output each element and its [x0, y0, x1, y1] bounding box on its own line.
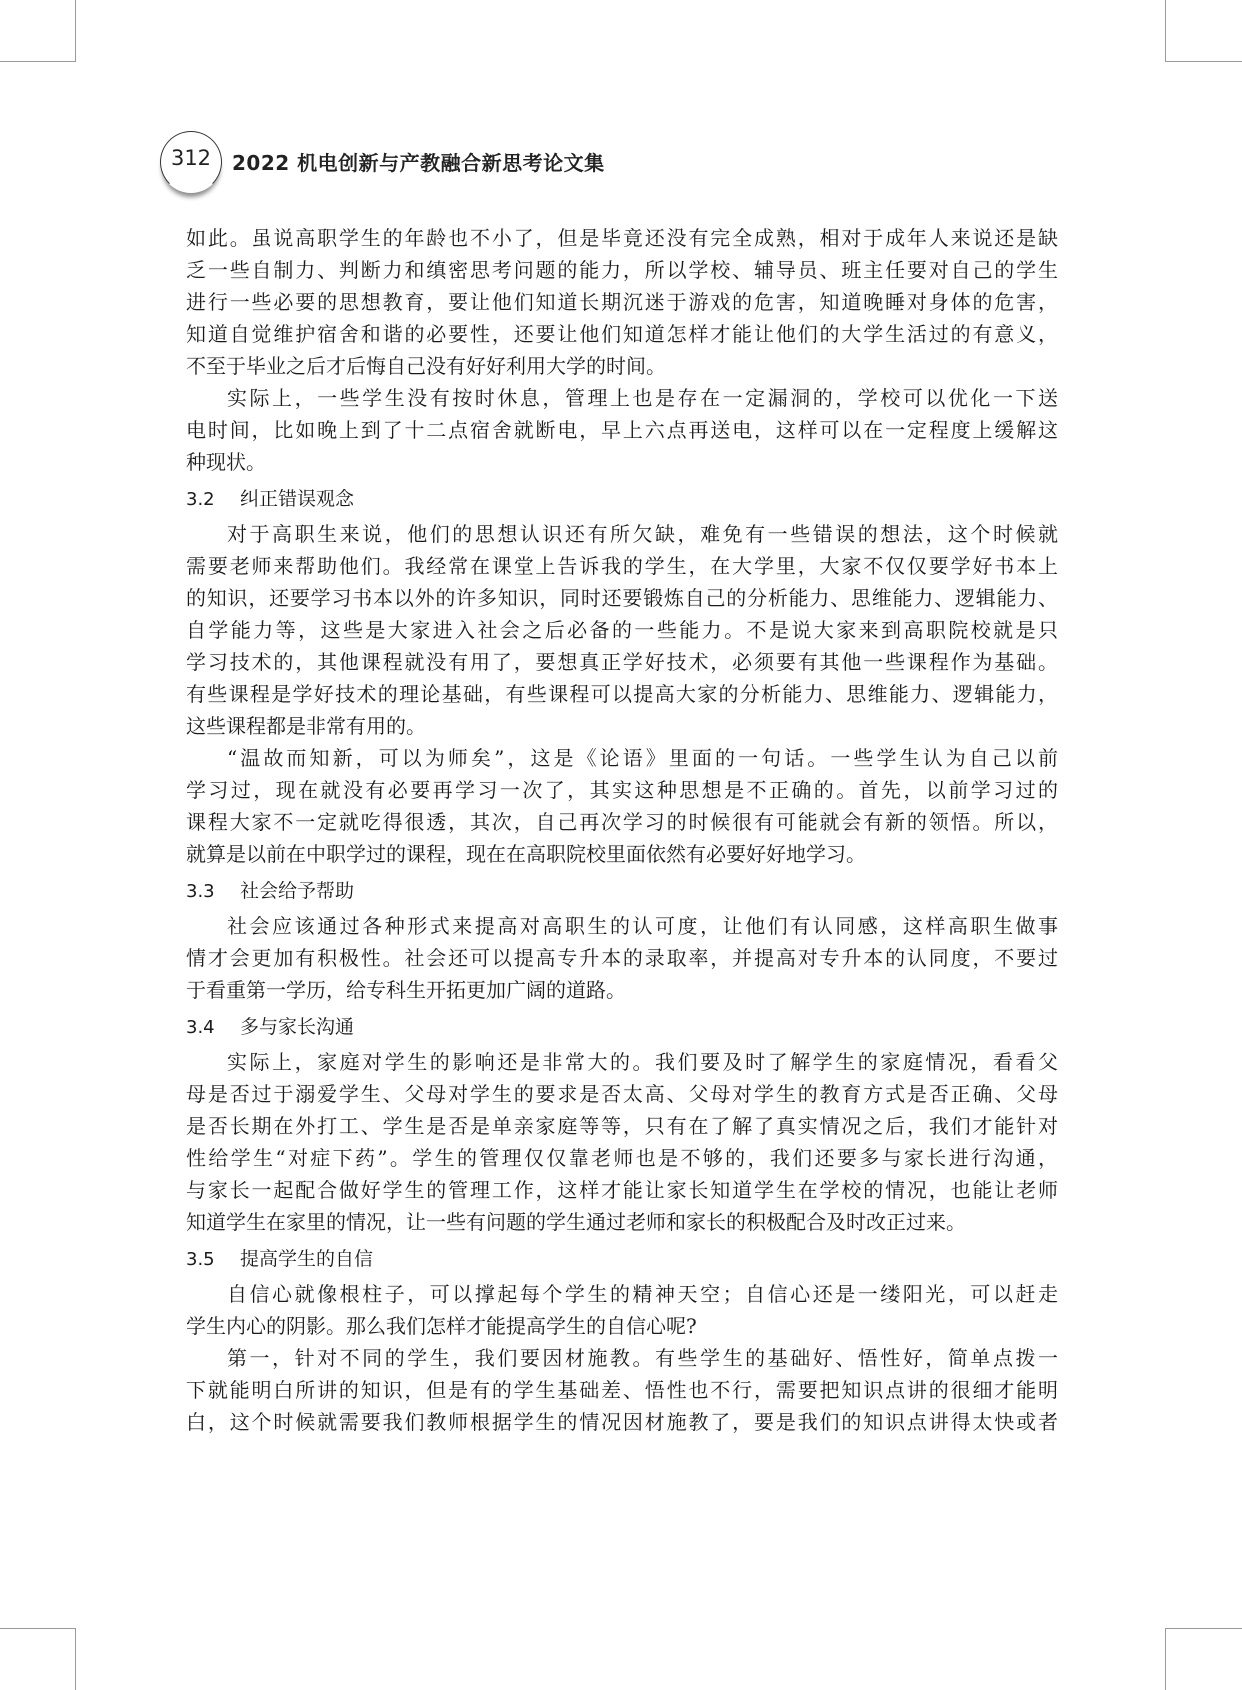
paragraph [186, 222, 1058, 382]
crop-mark [1165, 1628, 1166, 1690]
running-header [160, 131, 1060, 201]
text-line: 第一，针对不同的学生，我们要因材施教。有些学生的基础好、悟性好，简单点拨一 [227, 1346, 1058, 1370]
paragraph [186, 518, 1058, 742]
paragraph [186, 382, 1058, 478]
paragraph [186, 1342, 1058, 1438]
section-heading [186, 1238, 1058, 1278]
section-number: 3.4 [186, 1017, 215, 1038]
paragraph [186, 1046, 1058, 1238]
text-line: 学习过，现在就没有必要再学习一次了，其实这种思想是不正确的。首先，以前学习过的 [186, 778, 1058, 802]
text-line: 种现状。 [186, 450, 266, 474]
paragraph [186, 742, 1058, 870]
section-heading [186, 478, 1058, 518]
body-text [186, 222, 1058, 1438]
text-line: 自学能力等，这些是大家进入社会之后必备的一些能力。不是说大家来到高职院校就是只 [186, 618, 1058, 642]
book-title: 2022 机电创新与产教融合新思考论文集 [232, 151, 605, 175]
section-title: 纠正错误观念 [240, 488, 355, 510]
text-line: 学生内心的阴影。那么我们怎样才能提高学生的自信心呢? [186, 1314, 697, 1338]
text-line: 实际上，家庭对学生的影响还是非常大的。我们要及时了解学生的家庭情况，看看父 [227, 1050, 1058, 1074]
text-line: 情才会更加有积极性。社会还可以提高专升本的录取率，并提高对专升本的认同度，不要过 [186, 946, 1058, 970]
text-line: 电时间，比如晚上到了十二点宿舍就断电，早上六点再送电，这样可以在一定程度上缓解这 [186, 418, 1058, 442]
section-heading [186, 870, 1058, 910]
text-line: 对于高职生来说，他们的思想认识还有所欠缺，难免有一些错误的想法，这个时候就 [227, 522, 1058, 546]
crop-mark [1165, 61, 1242, 62]
text-line: 与家长一起配合做好学生的管理工作，这样才能让家长知道学生在学校的情况，也能让老师 [186, 1178, 1058, 1202]
text-line: 自信心就像根柱子，可以撑起每个学生的精神天空；自信心还是一缕阳光，可以赶走 [227, 1282, 1058, 1306]
text-line: 是否长期在外打工、学生是否是单亲家庭等等，只有在了解了真实情况之后，我们才能针对 [186, 1114, 1058, 1138]
section-heading [186, 1006, 1058, 1046]
crop-mark [0, 61, 76, 62]
text-line: “温故而知新，可以为师矣”，这是《论语》里面的一句话。一些学生认为自己以前 [227, 746, 1058, 770]
section-title: 社会给予帮助 [240, 880, 355, 902]
text-line: 如此。虽说高职学生的年龄也不小了，但是毕竟还没有完全成熟，相对于成年人来说还是缺 [186, 226, 1058, 250]
text-line: 不至于毕业之后才后悔自己没有好好利用大学的时间。 [186, 354, 666, 378]
crop-mark [75, 0, 76, 62]
text-line: 知道自觉维护宿舍和谐的必要性，还要让他们知道怎样才能让他们的大学生活过的有意义， [186, 322, 1058, 346]
text-line: 学习技术的，其他课程就没有用了，要想真正学好技术，必须要有其他一些课程作为基础。 [186, 650, 1058, 674]
crop-mark [75, 1628, 76, 1690]
text-line: 课程大家不一定就吃得很透，其次，自己再次学习的时候很有可能就会有新的领悟。所以， [186, 810, 1058, 834]
crop-mark [1165, 1628, 1242, 1629]
section-title: 多与家长沟通 [240, 1016, 355, 1038]
text-line: 进行一些必要的思想教育，要让他们知道长期沉迷于游戏的危害，知道晚睡对身体的危害， [186, 290, 1058, 314]
paragraph [186, 1278, 1058, 1342]
text-line: 实际上，一些学生没有按时休息，管理上也是存在一定漏洞的，学校可以优化一下送 [227, 386, 1058, 410]
text-line: 这些课程都是非常有用的。 [186, 714, 426, 738]
text-line: 社会应该通过各种形式来提高对高职生的认可度，让他们有认同感，这样高职生做事 [227, 914, 1058, 938]
text-line: 知道学生在家里的情况，让一些有问题的学生通过老师和家长的积极配合及时改正过来。 [186, 1210, 966, 1234]
crop-mark [0, 1628, 76, 1629]
text-line: 母是否过于溺爱学生、父母对学生的要求是否太高、父母对学生的教育方式是否正确、父母 [186, 1082, 1058, 1106]
section-number: 3.2 [186, 489, 215, 510]
text-line: 性给学生“对症下药”。学生的管理仅仅靠老师也是不够的，我们还要多与家长进行沟通， [186, 1146, 1058, 1170]
section-title: 提高学生的自信 [240, 1248, 374, 1270]
section-number: 3.5 [186, 1249, 215, 1270]
text-line: 于看重第一学历，给专科生开拓更加广阔的道路。 [186, 978, 626, 1002]
text-line: 乏一些自制力、判断力和缜密思考问题的能力，所以学校、辅导员、班主任要对自己的学生 [186, 258, 1058, 282]
section-number: 3.3 [186, 881, 215, 902]
text-line: 就算是以前在中职学过的课程，现在在高职院校里面依然有必要好好地学习。 [186, 842, 866, 866]
crop-mark [1165, 0, 1166, 62]
page-number: 312 [170, 146, 212, 170]
paragraph [186, 910, 1058, 1006]
text-line: 需要老师来帮助他们。我经常在课堂上告诉我的学生，在大学里，大家不仅仅要学好书本上 [186, 554, 1058, 578]
text-line: 有些课程是学好技术的理论基础，有些课程可以提高大家的分析能力、思维能力、逻辑能力， [186, 682, 1058, 706]
text-line: 的知识，还要学习书本以外的许多知识，同时还要锻炼自己的分析能力、思维能力、逻辑能力、 [186, 586, 1058, 610]
text-line: 下就能明白所讲的知识，但是有的学生基础差、悟性也不行，需要把知识点讲的很细才能明 [186, 1378, 1058, 1402]
text-line: 白，这个时候就需要我们教师根据学生的情况因材施教了，要是我们的知识点讲得太快或者 [186, 1410, 1058, 1434]
